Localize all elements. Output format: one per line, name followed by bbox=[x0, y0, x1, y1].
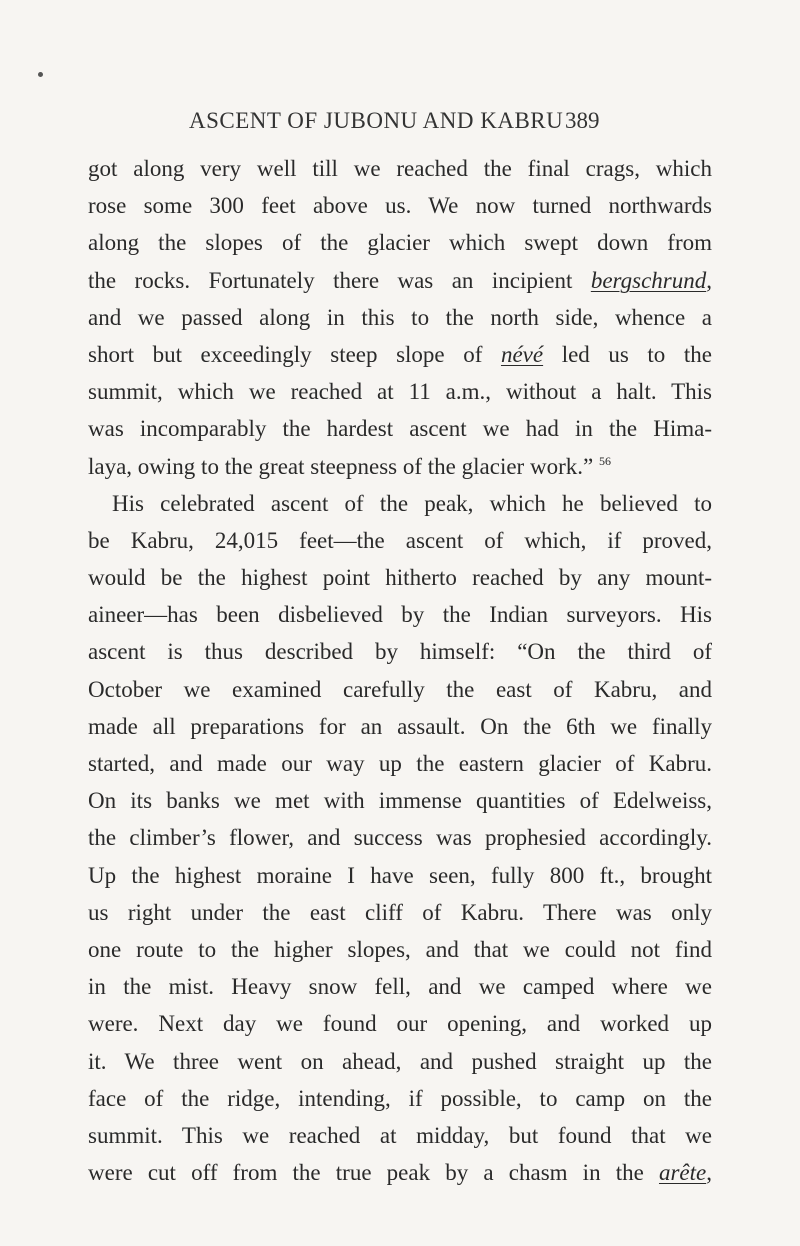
text-line bbox=[88, 485, 712, 522]
line-text: short but exceedingly steep slope of bbox=[88, 341, 501, 367]
line-text: , bbox=[706, 267, 712, 293]
line-text: aineer—has been disbelieved by the Indian surveyors. His bbox=[88, 602, 712, 628]
line-text: be Kabru, 24,015 feet—the ascent of which, if proved, bbox=[88, 527, 712, 553]
line-text: laya, owing to the great steepness of the glacier work.” bbox=[88, 453, 599, 479]
line-text: His celebrated ascent of the peak, which he believed to bbox=[112, 490, 712, 516]
text-line bbox=[88, 671, 712, 708]
line-text: the climber’s flower, and success was prophesied accordingly. bbox=[88, 825, 712, 851]
text-line bbox=[88, 187, 712, 224]
text-line bbox=[88, 894, 712, 931]
line-text: one route to the higher slopes, and that we could not find bbox=[88, 936, 712, 962]
text-line bbox=[88, 373, 712, 410]
text-line bbox=[88, 782, 712, 819]
text-line bbox=[88, 1154, 712, 1191]
text-line bbox=[88, 448, 712, 485]
line-text: face of the ridge, intending, if possible, to camp on the bbox=[88, 1085, 712, 1111]
text-line bbox=[88, 931, 712, 968]
text-line bbox=[88, 336, 712, 373]
line-text: along the slopes of the glacier which swept down from bbox=[88, 230, 712, 256]
line-text: were cut off from the true peak by a chasm in the bbox=[88, 1160, 659, 1186]
italic-term: arête bbox=[658, 1160, 707, 1186]
line-text: in the mist. Heavy snow fell, and we camped where we bbox=[88, 974, 712, 1000]
line-text: and we passed along in this to the north side, whence a bbox=[88, 304, 712, 330]
line-text: On its banks we met with immense quantities of Edelweiss, bbox=[88, 788, 712, 814]
text-line bbox=[88, 819, 712, 856]
line-text: rose some 300 feet above us. We now turned northwards bbox=[88, 193, 712, 219]
italic-term: névé bbox=[500, 341, 544, 367]
text-line bbox=[88, 224, 712, 261]
line-text: it. We three went on ahead, and pushed straight up the bbox=[88, 1048, 712, 1074]
page-number: 389 bbox=[565, 108, 600, 133]
body-text bbox=[88, 150, 712, 1191]
text-line bbox=[88, 1080, 712, 1117]
text-line bbox=[88, 299, 712, 336]
line-text: summit, which we reached at 11 a.m., without a halt. This bbox=[88, 379, 712, 405]
text-line bbox=[88, 596, 712, 633]
text-line bbox=[88, 150, 712, 187]
line-text: made all preparations for an assault. On the 6th we finally bbox=[88, 713, 712, 739]
line-text: was incomparably the hardest ascent we had in the Hima- bbox=[88, 416, 712, 442]
line-text: us right under the east cliff of Kabru. There was only bbox=[88, 899, 712, 925]
text-line bbox=[88, 633, 712, 670]
line-text: started, and made our way up the eastern glacier of Kabru. bbox=[88, 751, 712, 776]
line-text: , bbox=[706, 1160, 712, 1186]
text-line bbox=[88, 745, 712, 782]
text-line bbox=[88, 968, 712, 1005]
line-text: Up the highest moraine I have seen, fully 800 ft., brought bbox=[88, 862, 712, 888]
footnote-marker[interactable]: 56 bbox=[598, 453, 611, 468]
line-text: summit. This we reached at midday, but found that we bbox=[88, 1122, 712, 1148]
text-line bbox=[88, 1005, 712, 1042]
line-text: October we examined carefully the east of Kabru, and bbox=[88, 676, 712, 702]
line-text: were. Next day we found our opening, and worked up bbox=[88, 1011, 712, 1037]
text-line bbox=[88, 559, 712, 596]
line-text: ascent is thus described by himself: “On the third of bbox=[88, 639, 712, 665]
running-head bbox=[0, 108, 800, 138]
italic-term: bergschrund bbox=[590, 267, 707, 293]
text-line bbox=[88, 1043, 712, 1080]
text-line bbox=[88, 262, 712, 299]
text-line bbox=[88, 1117, 712, 1154]
running-title: ASCENT OF JUBONU AND KABRU bbox=[189, 108, 564, 133]
text-line bbox=[88, 410, 712, 447]
text-line bbox=[88, 708, 712, 745]
line-text: would be the highest point hitherto reached by any mount- bbox=[88, 565, 712, 591]
line-text: the rocks. Fortunately there was an incipient bbox=[88, 267, 591, 293]
text-line bbox=[88, 857, 712, 894]
text-line bbox=[88, 522, 712, 559]
line-text: got along very well till we reached the final crags, which bbox=[88, 156, 712, 181]
ink-speck bbox=[38, 72, 43, 77]
line-text: led us to the bbox=[543, 341, 712, 367]
